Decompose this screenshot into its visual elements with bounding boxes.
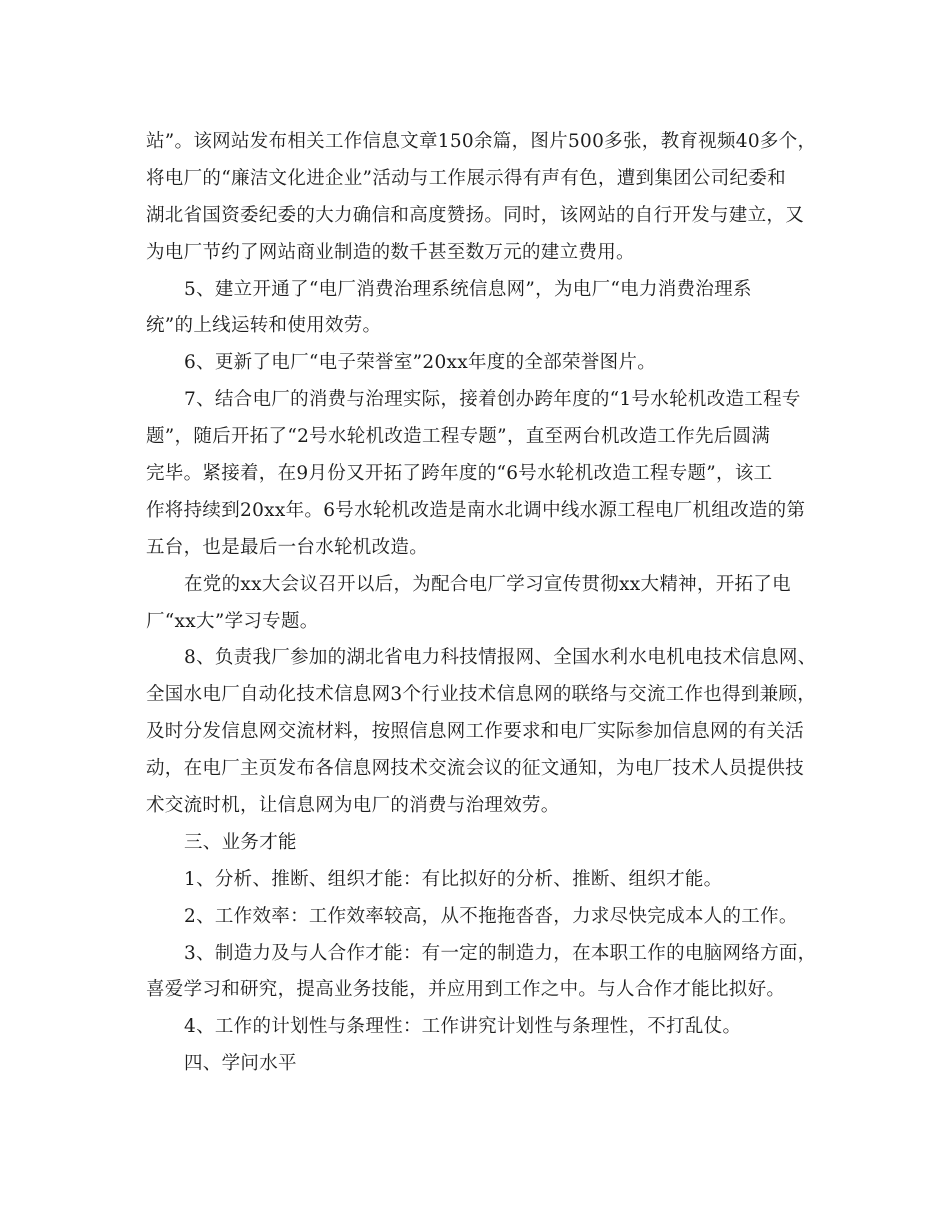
text-line: 1、分析、推断、组织才能：有比拟好的分析、推断、组织才能。 <box>184 868 723 890</box>
text-line: 四、学问水平 <box>184 1053 297 1075</box>
text-line: 6、更新了电厂“电子荣誉室”20xx年度的全部荣誉图片。 <box>184 352 656 374</box>
text-line: 术交流时机，让信息网为电厂的消费与治理效劳。 <box>146 795 560 817</box>
text-line: 全国水电厂自动化技术信息网3个行业技术信息网的联络与交流工作也得到兼顾， <box>146 684 817 706</box>
document-body <box>146 124 817 1083</box>
text-line: 作将持续到20xx年。6号水轮机改造是南水北调中线水源工程电厂机组改造的第 <box>146 499 806 521</box>
text-line: 7、结合电厂的消费与治理实际，接着创办跨年度的“1号水轮机改造工程专 <box>184 389 801 411</box>
text-line: 五台，也是最后一台水轮机改造。 <box>146 536 429 558</box>
text-line: 三、业务才能 <box>184 831 297 853</box>
text-line: 为电厂节约了网站商业制造的数千甚至数万元的建立费用。 <box>146 241 635 263</box>
text-line: 湖北省国资委纪委的大力确信和高度赞扬。同时，该网站的自行开发与建立，又 <box>146 204 805 226</box>
text-line: 喜爱学习和研究，提高业务技能，并应用到工作之中。与人合作才能比拟好。 <box>146 979 786 1001</box>
text-line: 8、负责我厂参加的湖北省电力科技情报网、全国水利水电机电技术信息网、 <box>184 647 817 669</box>
text-line: 站”。该网站发布相关工作信息文章150余篇，图片500多张，教育视频40多个， <box>146 131 817 152</box>
text-line: 在党的xx大会议召开以后，为配合电厂学习宣传贯彻xx大精神，开拓了电 <box>184 573 791 595</box>
text-line: 及时分发信息网交流材料，按照信息网工作要求和电厂实际参加信息网的有关活 <box>146 721 805 743</box>
text-line: 5、建立开通了“电厂消费治理系统信息网”，为电厂“电力消费治理系 <box>184 278 752 300</box>
text-line: 动，在电厂主页发布各信息网技术交流会议的征文通知，为电厂技术人员提供技 <box>146 758 805 780</box>
text-line: 2、工作效率：工作效率较高，从不拖拖沓沓，力求尽快完成本人的工作。 <box>184 905 798 927</box>
text-line: 完毕。紧接着，在9月份又开拓了跨年度的“6号水轮机改造工程专题”，该工 <box>146 463 773 485</box>
text-line: 将电厂的“廉洁文化进企业”活动与工作展示得有声有色，遭到集团公司纪委和 <box>146 167 786 189</box>
text-line: 统”的上线运转和使用效劳。 <box>146 315 382 337</box>
text-line: 4、工作的计划性与条理性：工作讲究计划性与条理性，不打乱仗。 <box>184 1016 742 1038</box>
text-line: 题”，随后开拓了“2号水轮机改造工程专题”，直至两台机改造工作先后圆满 <box>146 426 771 448</box>
text-line: 3、制造力及与人合作才能：有一定的制造力，在本职工作的电脑网络方面， <box>184 942 817 964</box>
text-line: 厂“xx大”学习专题。 <box>146 610 319 632</box>
